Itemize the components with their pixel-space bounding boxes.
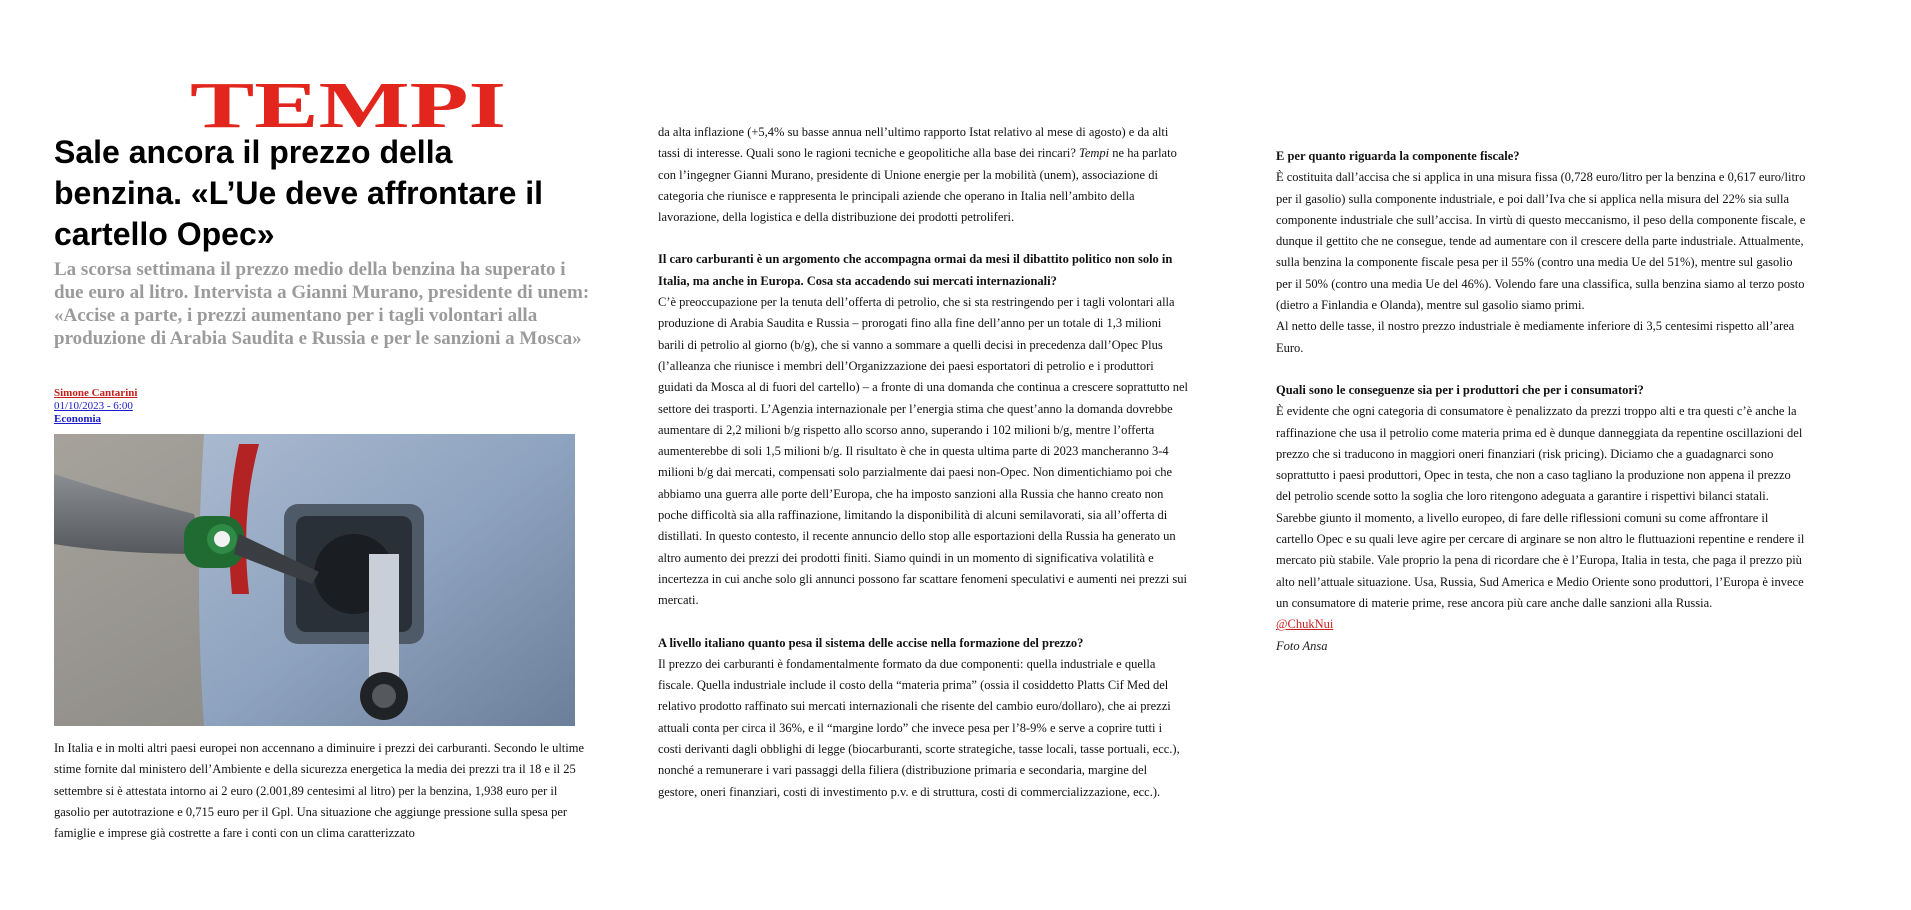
category-link[interactable]: Economia [54,413,102,425]
article-subtitle: La scorsa settimana il prezzo medio della benzina ha superato i due euro al litro. Intervista a Gianni Murano, presidente di unem: «Accise a parte, i prezzi aumentano per i tagli volontari alla produzione di Arabia Saudita e Russia e per le sanzioni a Mosca» [54,259,590,349]
continued-paragraph [658,122,1188,228]
fuel-nozzle-image [54,434,575,726]
article-headline: Sale ancora il prezzo della benzina. «L’Ue deve affrontare il cartello Opec» [54,134,544,252]
answer-4: È evidente che ogni categoria di consumatore è penalizzato da prezzi troppo alti e tra questi c’è anche la raffinazione che usa il petrolio come materia prima ed è dunque danneggiata da repentine oscillazioni del prezzo che si traducono in maggiori oneri finanziari (risk pricing). Diciamo che a guadagnarci sono soprattutto i paesi produttori, Opec in testa, che non a caso tagliano la produzione non appena il prezzo del petrolio scende sotto la soglia che loro ritengono adeguata a garantire i rispettivi bilanci statali. Sarebbe giunto il momento, a livello europeo, di fare delle riflessioni comuni su come affrontare il cartello Opec e su quali leve agire per cercare di arginare se non altro le fluttuazioni repentine e rendere il mercato più stabile. Vale proprio la pena di ricordare che è l’Europa, Italia in testa, che paga il prezzo più alto nell’attuale situazione. Usa, Russia, Sud America e Medio Oriente sono produttori, l’Europa è invece un consumatore di materie prime, rese ancora più care anche dalle sanzioni alla Russia. [1276,404,1805,610]
photo-credit: Foto Ansa [1276,638,1328,653]
author-link[interactable]: Simone Cantarini [54,387,138,399]
intro-paragraph-block [54,738,586,844]
continued-paragraph-part-a: da alta inflazione (+5,4% su basse annua nell’ultimo rapporto Istat relativo al mese di agosto) e da alti tassi di interesse. Quali sono le ragioni tecniche e geopolitiche alla base dei rincari? [658,125,1169,161]
paragraph-spacer [1276,359,1806,380]
question-4: Quali sono le conseguenze sia per i produttori che per i consumatori? [1276,382,1644,397]
question-3: E per quanto riguarda la componente fiscale? [1276,149,1520,163]
answer-1: C’è preoccupazione per la tenuta dell’offerta di petrolio, che si sta restringendo per i tagli volontari alla produzione di Arabia Saudita e Russia – prorogati fino alla fine dell’anno per un totale di 1,3 milioni barili di petrolio al giorno (b/g), che si vanno a sommare a quelli decisi in precedenza dall’Opec Plus (l’alleanza che riunisce i membri dell’Organizzazione dei paesi esportatori di petrolio e i produttori guidati da Mosca al di fuori del cartello) – a fronte di una domanda che continua a crescere soprattutto nel settore dei trasporti. L’Agenzia internazionale per l’energia stima che quest’anno la domanda dovrebbe aumentare di 2,2 milioni b/g rispetto allo scorso anno, superando i 102 milioni b/g, mentre l’offerta aumenterebbe di soli 1,5 milioni b/g. Il risultato è che in questa ultima parte di 2023 mancheranno 3-4 milioni b/g dai mercati, compensati solo parzialmente dai paesi non-Opec. Non dimentichiamo poi che abbiamo una guerra alle porte dell’Europa, che ha imposto sanzioni alla Russia che hanno creato non poche difficoltà sia alla raffinazione, limitando la disponibilità di alcuni semilavorati, sia all’offerta di distillati. In questo contesto, il recente annuncio dello stop alle esportazioni della Russia ha generato un altro aumento dei prezzi dei prodotti finiti. Siamo quindi in un momento di significativa volatilità e incertezza in cui anche solo gli annunci possono far scattare fenomeni speculativi e aumenti nei prezzi sui mercati. [658,295,1189,608]
tempi-logo-text: TEMPI [190,72,506,134]
paragraph-spacer [658,612,1188,633]
question-1: Il caro carburanti è un argomento che accompagna ormai da mesi il dibattito politico non solo in Italia, ma anche in Europa. Cosa sta accadendo sui mercati internazionali? [658,252,1173,288]
paragraph-spacer [658,228,1188,249]
intro-paragraph: In Italia e in molti altri paesi europei non accennano a diminuire i prezzi dei carburanti. Secondo le ultime stime fornite dal ministero dell’Ambiente e della sicurezza energetica la media dei prezzi tra il 18 e il 25 settembre si è attestata intorno ai 2 euro (2.001,89 centesimi al litro) per la benzina, 1,938 euro per il gasolio per autotrazione e 0,715 euro per il Gpl. Una situazione che aggiunge pressione sulla spesa per famiglie e imprese già costrette a fare i conti con un clima caratterizzato [54,741,585,841]
middle-column-body [658,122,1188,803]
right-column-body [1276,146,1806,657]
continued-paragraph-part-b: ne ha parlato con l’ingegner Gianni Murano, presidente di Unione energie per la mobilità (unem), associazione di categoria che riunisce e rappresenta le principali aziende che operano in Italia nell’ambito della lavorazione, della logistica e della distribuzione dei prodotti petroliferi. [658,146,1177,225]
tempi-logo-mark [187,72,509,134]
answer-3-followup: Al netto delle tasse, il nostro prezzo industriale è mediamente inferiore di 3,5 centesimi rispetto all’area Euro. [1276,319,1795,355]
question-2: A livello italiano quanto pesa il sistema delle accise nella formazione del prezzo? [658,635,1084,650]
twitter-handle-link[interactable]: @ChukNui [1276,617,1334,632]
tempi-emphasis: Tempi [1079,146,1110,161]
article-photo [54,434,575,726]
answer-3: È costituita dall’accisa che si applica in una misura fissa (0,728 euro/litro per la benzina e 0,617 euro/litro per il gasolio) sulla componente industriale, e poi dall’Iva che si applica nella misura del 22% sia sulla componente industriale che sull’accisa. In virtù di questo meccanismo, il peso della componente fiscale, e dunque il gettito che ne consegue, tende ad aumentare con il crescere della parte industriale. Attualmente, sulla benzina la componente fiscale pesa per il 55% (contro una media Ue del 51%), mentre sul gasolio per il 50% (contro una media Ue del 46%). Volendo fare una classifica, sulla benzina siamo al terzo posto (dietro a Finlandia e Olanda), mentre sul gasolio siamo primi. [1276,170,1806,313]
answer-2: Il prezzo dei carburanti è fondamentalmente formato da due componenti: quella industriale e quella fiscale. Quella industriale include il costo della “materia prima” (ossia il cosiddetto Platts Cif Med del relativo prodotto raffinato sui mercati internazionali che risente del cambio euro/dollaro), che ai prezzi attuali conta per circa il 36%, e il “margine lordo” che invece pesa per l’8-9% e serve a coprire tutti i costi derivanti dagli obblighi di legge (biocarburanti, scorte strategiche, tasse locali, tasse portuali, ecc.), nonché a remunerare i vari passaggi della filiera (distribuzione primaria e secondaria, margine del gestore, oneri finanziari, costi di investimento p.v. e di struttura, costi di commercializzazione, ecc.). [658,656,1180,799]
article-meta [54,387,137,426]
tempi-logo[interactable] [187,72,509,134]
date-link[interactable]: 01/10/2023 - 6:00 [54,400,133,412]
